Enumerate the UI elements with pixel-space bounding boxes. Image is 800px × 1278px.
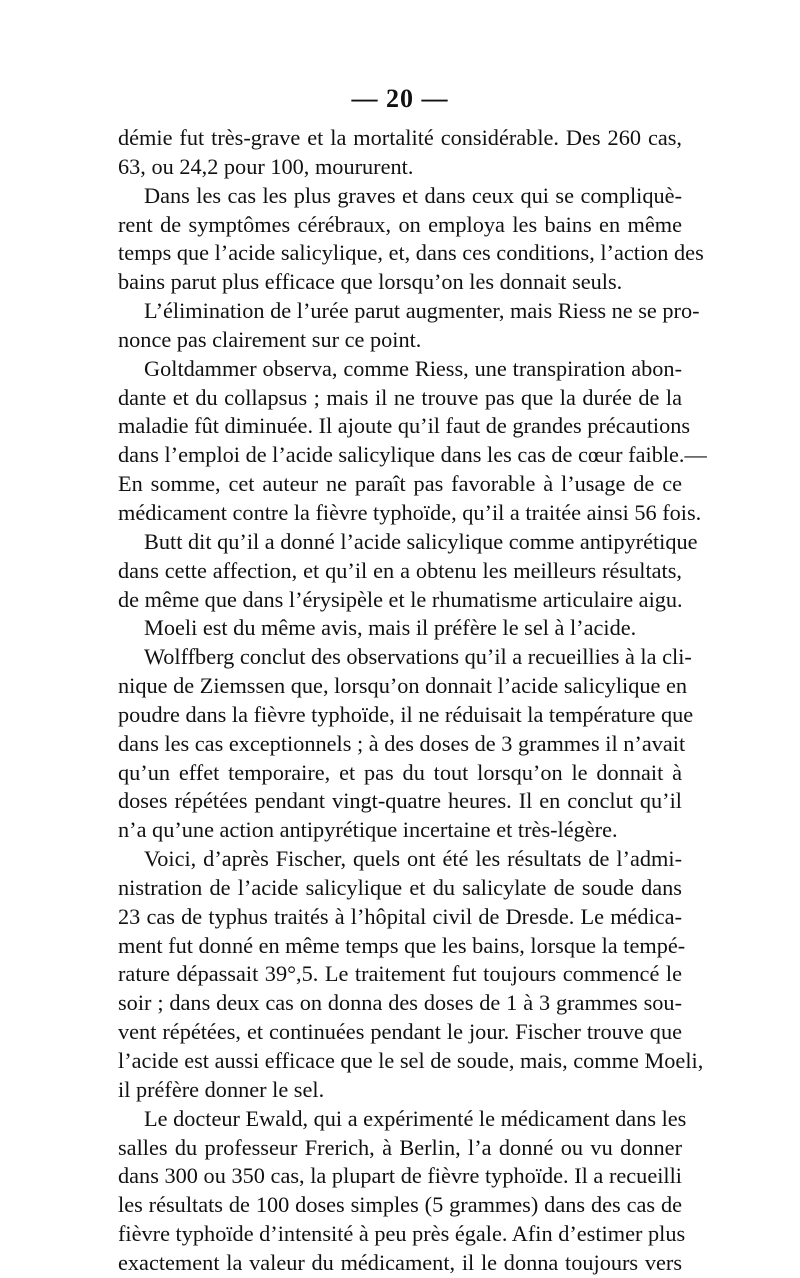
text-line: nonce pas clairement sur ce point.: [118, 326, 422, 352]
text-line: Goltdammer observa, comme Riess, une transpiration abon-: [144, 355, 682, 381]
text-line: médicament contre la fièvre typhoïde, qu’il a traitée ainsi 56 fois.: [118, 499, 702, 525]
text-line: Dans les cas les plus graves et dans ceux qui se compliquè-: [144, 182, 682, 208]
text-line: dans les cas exceptionnels ; à des doses de 3 grammes il n’avait: [118, 730, 686, 756]
text-line: soir ; dans deux cas on donna des doses de 1 à 3 grammes sou-: [118, 990, 682, 1016]
text-line: Wolffberg conclut des observations qu’il a recueillies à la cli-: [144, 644, 692, 670]
text-line: 63, ou 24,2 pour 100, moururent.: [118, 153, 414, 179]
text-line: bains parut plus efficace que lorsqu’on les donnait seuls.: [118, 269, 623, 295]
text-line: Moeli est du même avis, mais il préfère le sel à l’acide.: [144, 615, 637, 641]
text-body: [118, 124, 707, 1278]
text-line: démie fut très-grave et la mortalité considérable. Des 260 cas,: [118, 125, 682, 150]
text-line: dans l’emploi de l’acide salicylique dans les cas de cœur faible.—: [118, 442, 707, 468]
text-line: l’acide est aussi efficace que le sel de soude, mais, comme Moeli,: [118, 1048, 704, 1073]
text-line: dans 300 ou 350 cas, la plupart de fièvre typhoïde. Il a recueilli: [118, 1163, 682, 1189]
text-line: vent répétées, et continuées pendant le jour. Fischer trouve que: [118, 1019, 682, 1045]
text-line: salles du professeur Frerich, à Berlin, l’a donné ou vu donner: [118, 1134, 682, 1160]
text-line: exactement la valeur du médicament, il le donna toujours vers: [118, 1249, 682, 1275]
text-line: dans cette affection, et qu’il en a obtenu les meilleurs résultats,: [118, 557, 682, 583]
text-line: temps que l’acide salicylique, et, dans ces conditions, l’action des: [118, 240, 704, 266]
text-line: Butt dit qu’il a donné l’acide salicylique comme antipyrétique: [144, 528, 698, 554]
text-line: doses répétées pendant vingt-quatre heures. Il en conclut qu’il: [118, 788, 682, 814]
text-line: de même que dans l’érysipèle et le rhumatisme articulaire aigu.: [118, 586, 683, 612]
text-line: En somme, cet auteur ne paraît pas favorable à l’usage de ce: [118, 471, 682, 497]
text-line: dante et du collapsus ; mais il ne trouve pas que la durée de la: [118, 384, 682, 410]
text-line: les résultats de 100 doses simples (5 grammes) dans des cas de: [118, 1192, 682, 1218]
text-line: Le docteur Ewald, qui a expérimenté le médicament dans les: [144, 1105, 687, 1131]
text-line: poudre dans la fièvre typhoïde, il ne réduisait la température que: [118, 701, 694, 727]
text-line: il préfère donner le sel.: [118, 1076, 325, 1102]
text-line: maladie fût diminuée. Il ajoute qu’il faut de grandes précautions: [118, 413, 691, 439]
text-line: ment fut donné en même temps que les bains, lorsque la tempé-: [118, 932, 686, 958]
text-line: 23 cas de typhus traités à l’hôpital civil de Dresde. Le médica-: [118, 903, 682, 929]
text-line: nistration de l’acide salicylique et du salicylate de soude dans: [118, 874, 682, 900]
text-line: fièvre typhoïde d’intensité à peu près égale. Afin d’estimer plus: [118, 1221, 686, 1247]
text-line: Voici, d’après Fischer, quels ont été les résultats de l’admi-: [144, 846, 682, 872]
text-line: rature dépassait 39°,5. Le traitement fut toujours commencé le: [118, 961, 682, 987]
text-line: qu’un effet temporaire, et pas du tout lorsqu’on le donnait à: [118, 759, 682, 785]
text-line: L’élimination de l’urée parut augmenter, mais Riess ne se pro-: [144, 298, 700, 324]
page-number: — 20 —: [351, 84, 449, 113]
text-line: nique de Ziemssen que, lorsqu’on donnait l’acide salicylique en: [118, 673, 688, 699]
text-line: n’a qu’une action antipyrétique incertaine et très-légère.: [118, 817, 618, 843]
text-line: rent de symptômes cérébraux, on employa les bains en même: [118, 211, 682, 237]
